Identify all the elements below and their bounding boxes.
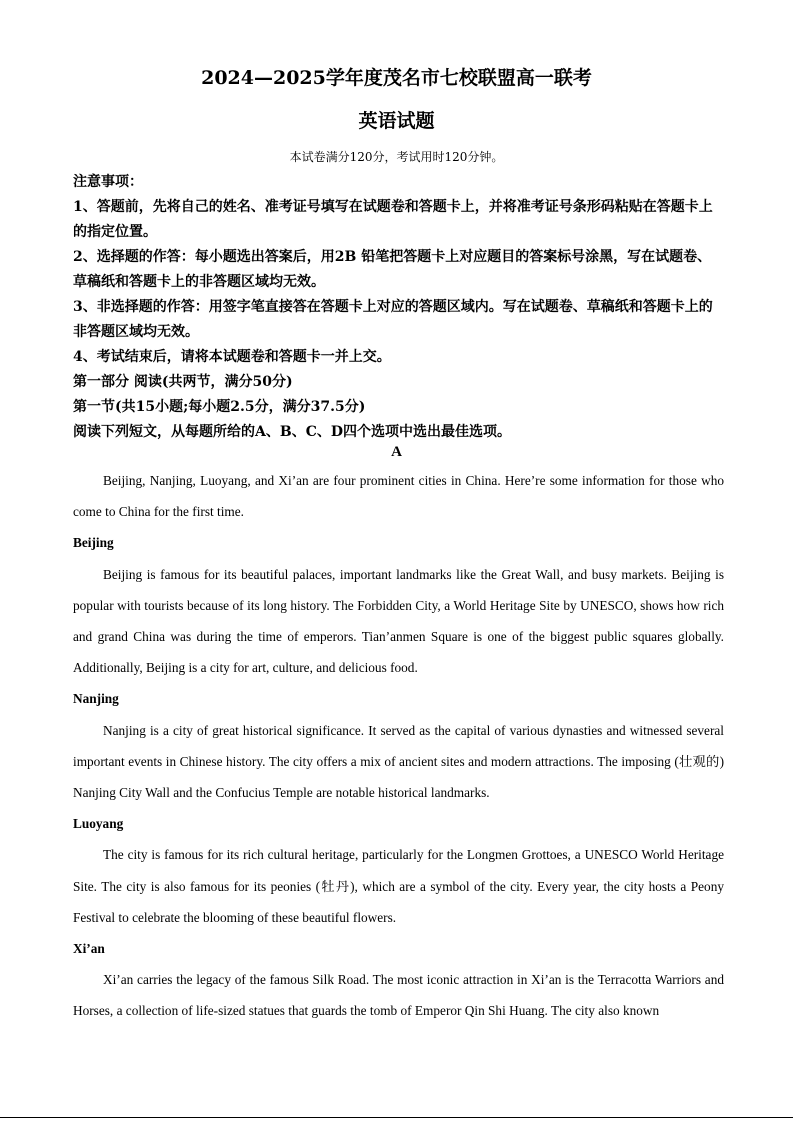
city-text-xian: Xi’an carries the legacy of the famous Silk Road. The most iconic attraction in Xi’an is the Terracotta Warriors and Horses, a collection of life-sized statues that guards the tomb of Emperor Qin Shi Huang. The city also known — [73, 972, 724, 1019]
passage-a — [73, 465, 724, 1027]
note-item-2: 2、选择题的作答：每小题选出答案后，用2B 铅笔把答题卡上对应题目的答案标号涂黑，写在试题卷、草稿纸和答题卡上的非答题区域均无效。 — [73, 249, 712, 290]
city-heading-xian: Xi’an — [73, 941, 105, 957]
city-heading-beijing: Beijing — [73, 535, 114, 551]
notes-heading: 注意事项： — [73, 174, 143, 190]
city-heading-luoyang: Luoyang — [73, 816, 124, 832]
part1-heading: 第一部分 阅读(共两节，满分50分) — [73, 374, 293, 390]
note-item-4: 4、考试结束后，请将本试题卷和答题卡一并上交。 — [73, 349, 391, 365]
passage-label: A — [391, 444, 402, 460]
subject-title: 英语试题 — [358, 110, 435, 132]
city-text-luoyang: The city is famous for its rich cultural heritage, particularly for the Longmen Grottoes, a UNESCO World Heritage Site. The city is also famous for its peonies (牡丹), which are a symbol of the city. Every year, the city hosts a Peony Festival to celebrate the blooming of these beautiful flowers. — [73, 847, 724, 925]
passage-intro: Beijing, Nanjing, Luoyang, and Xi’an are four prominent cities in China. Here’re some information for those who come to China for the first time. — [73, 473, 724, 520]
notes-block — [73, 170, 723, 445]
exam-info: 本试卷满分120分，考试用时120分钟。 — [289, 150, 504, 164]
city-text-beijing: Beijing is famous for its beautiful palaces, important landmarks like the Great Wall, and busy markets. Beijing is popular with tourists because of its long history. The Forbidden City, a World Heritage Site by UNESCO, shows how rich and grand China was during the time of emperors. Tian’anmen Square is one of the biggest public squares globally. Additionally, Beijing is a city for art, culture, and delicious food. — [73, 566, 724, 676]
section1-heading: 第一节(共15小题;每小题2.5分，满分37.5分) — [73, 399, 366, 415]
exam-title: 2024—2025学年度茂名市七校联盟高一联考 — [201, 67, 592, 89]
city-heading-nanjing: Nanjing — [73, 691, 119, 707]
page-bottom-rule — [0, 1117, 793, 1118]
city-text-nanjing: Nanjing is a city of great historical significance. It served as the capital of various dynasties and witnessed several important events in Chinese history. The city offers a mix of ancient sites and modern attractions. The imposing (壮观的) Nanjing City Wall and the Confucius Temple are notable historical landmarks. — [73, 722, 724, 801]
note-item-1: 1、答题前，先将自己的姓名、准考证号填写在试题卷和答题卡上，并将准考证号条形码粘贴在答题卡上的指定位置。 — [73, 199, 713, 240]
reading-instruction: 阅读下列短文，从每题所给的A、B、C、D四个选项中选出最佳选项。 — [73, 424, 511, 440]
note-item-3: 3、非选择题的作答：用签字笔直接答在答题卡上对应的答题区域内。写在试题卷、草稿纸和答题卡上的非答题区域均无效。 — [73, 299, 713, 340]
